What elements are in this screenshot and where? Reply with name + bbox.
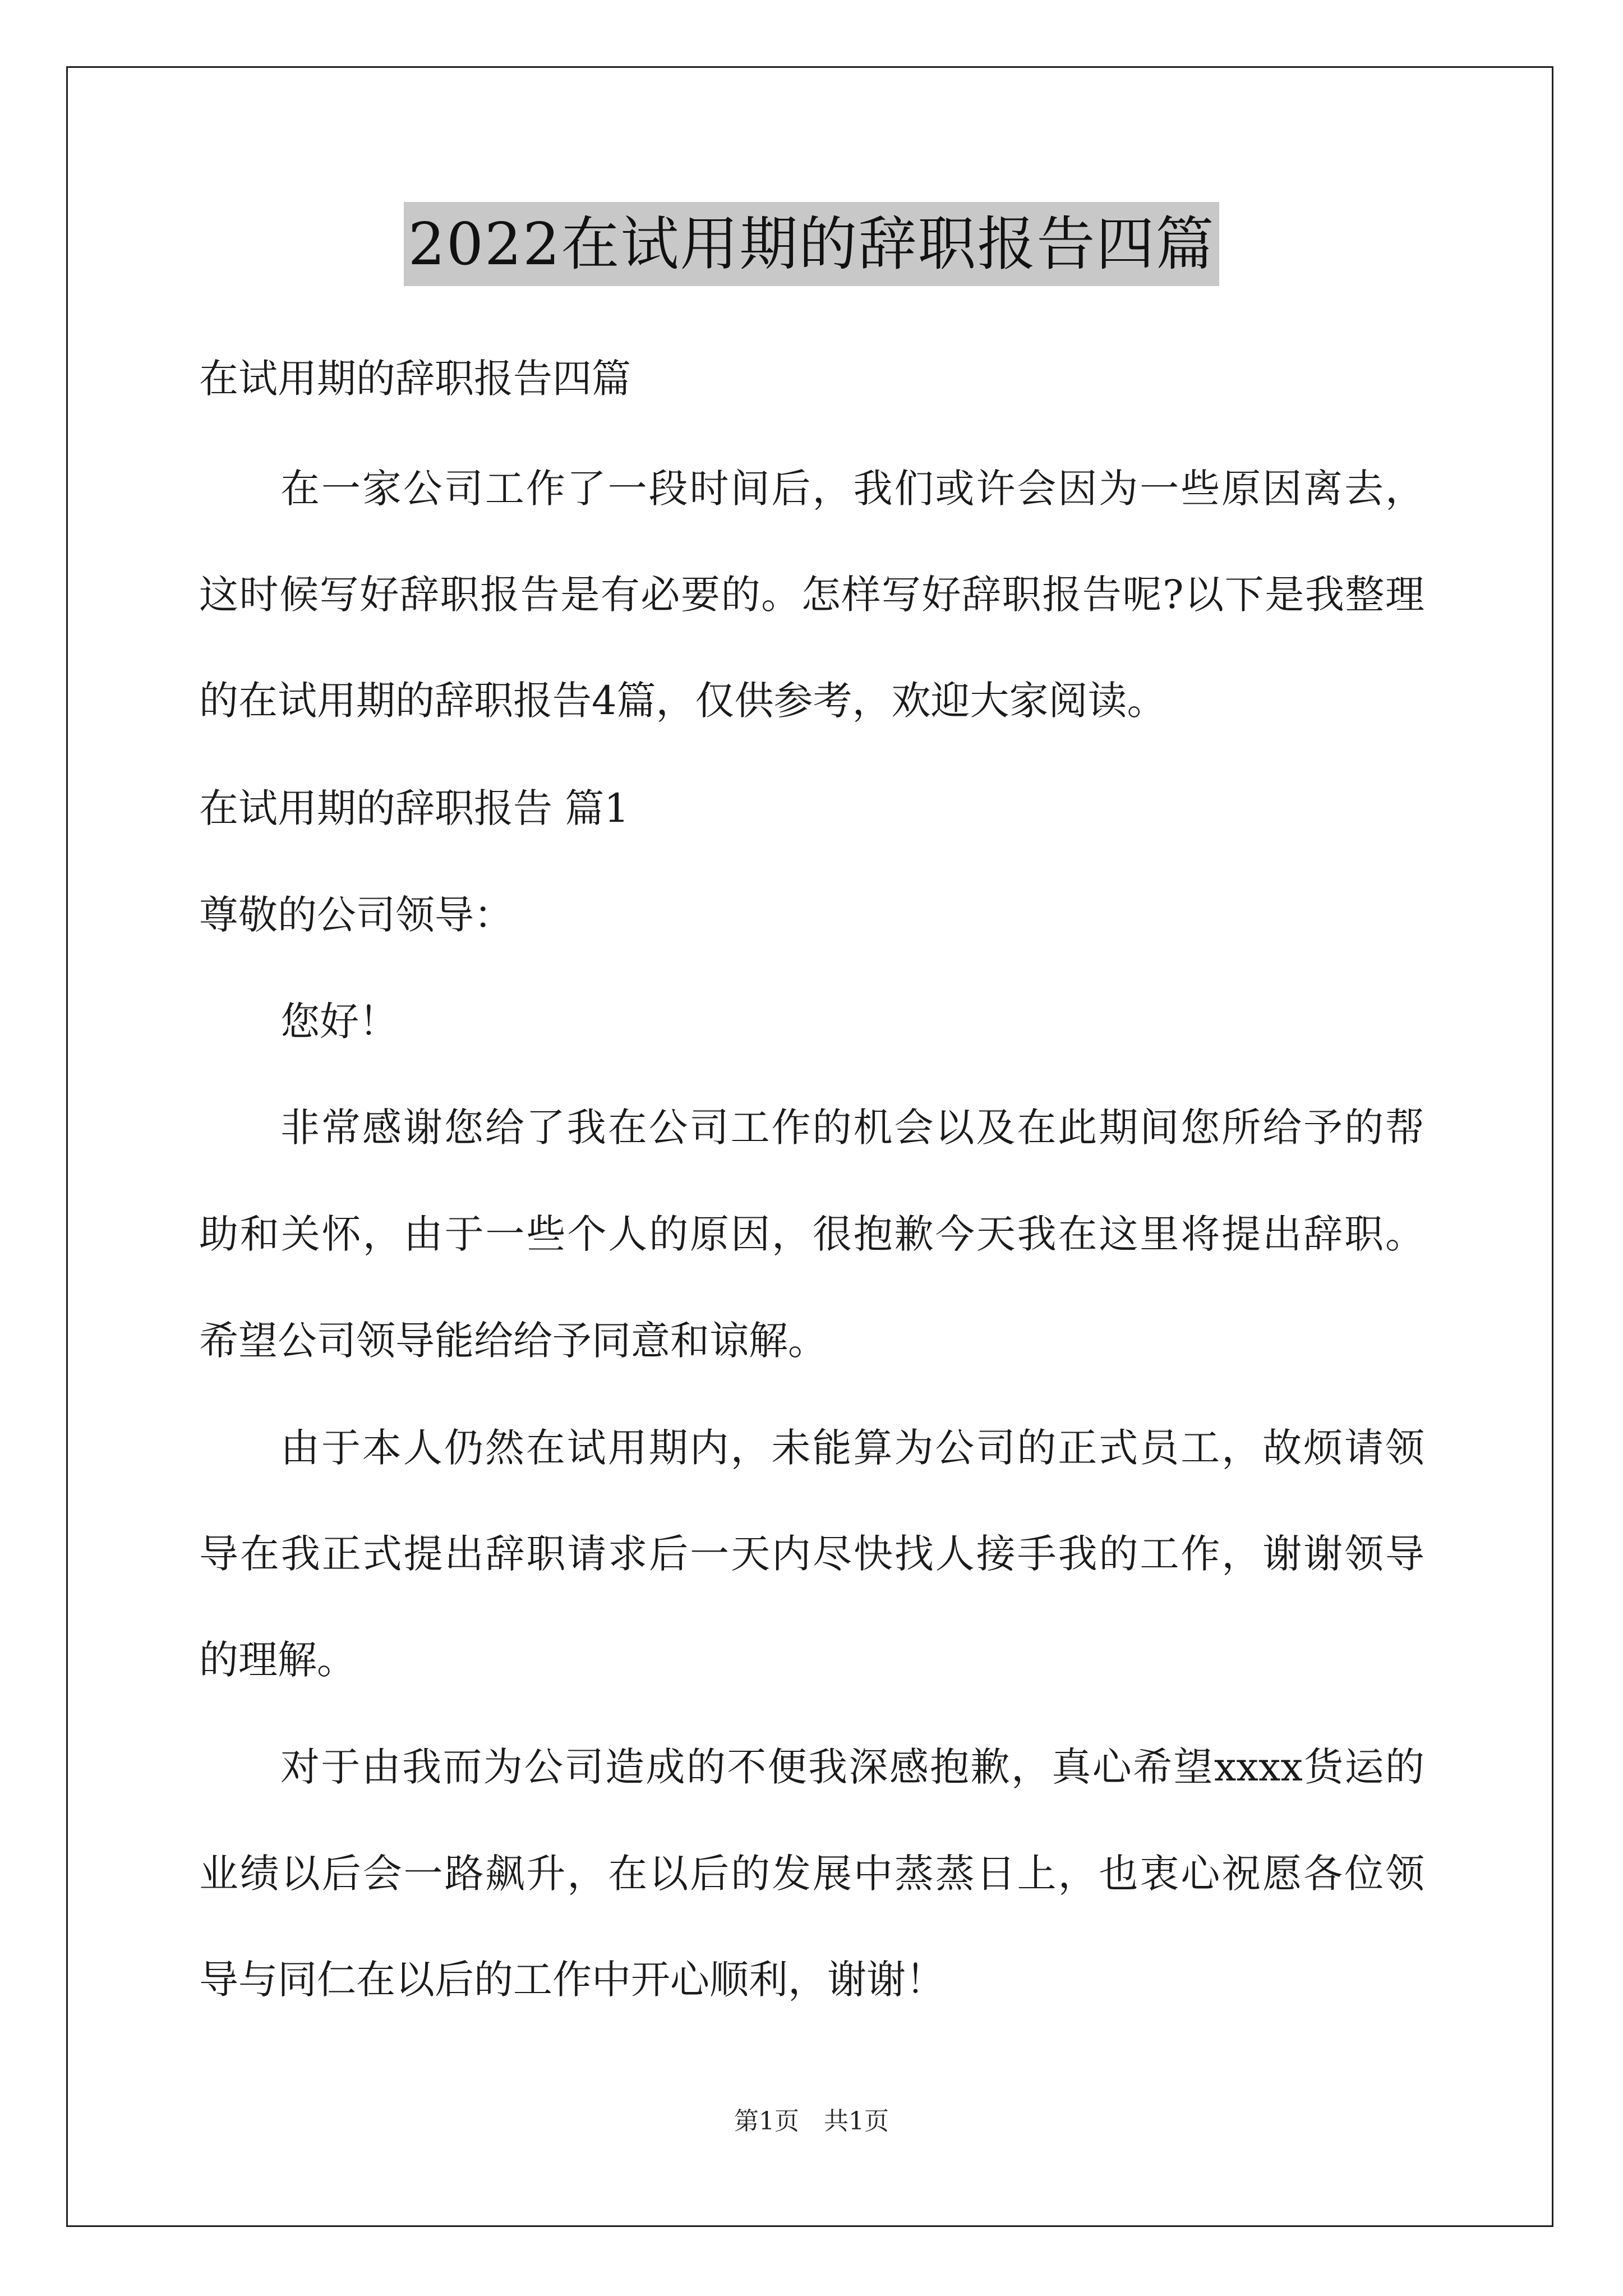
para3-line-2: 业绩以后会一路飙升，在以后的发展中蒸蒸日上，也衷心祝愿各位领 — [199, 1851, 1424, 1897]
section-heading: 在试用期的辞职报告 篇1 — [199, 785, 629, 831]
intro-line-2: 这时候写好辞职报告是有必要的。怎样写好辞职报告呢?以下是我整理 — [199, 572, 1424, 618]
para2-line-1: 由于本人仍然在试用期内，未能算为公司的正式员工，故烦请领 — [280, 1425, 1424, 1471]
intro-line-3: 的在试用期的辞职报告4篇，仅供参考，欢迎大家阅读。 — [199, 678, 1166, 724]
title-wrap — [0, 202, 1623, 286]
para2-line-3: 的理解。 — [199, 1637, 356, 1683]
para3-line-3: 导与同仁在以后的工作中开心顺利，谢谢！ — [199, 1957, 945, 2003]
page-footer — [0, 2105, 1623, 2138]
page-number: 第1页 — [734, 2107, 799, 2136]
document-subtitle: 在试用期的辞职报告四篇 — [199, 356, 631, 402]
page-total: 共1页 — [824, 2107, 889, 2136]
intro-line-1: 在一家公司工作了一段时间后，我们或许会因为一些原因离去， — [280, 466, 1424, 512]
document-title: 2022在试用期的辞职报告四篇 — [404, 202, 1220, 286]
para1-line-2: 助和关怀，由于一些个人的原因，很抱歉今天我在这里将提出辞职。 — [199, 1211, 1424, 1257]
para2-line-2: 导在我正式提出辞职请求后一天内尽快找人接手我的工作，谢谢领导 — [199, 1531, 1424, 1577]
salutation: 尊敬的公司领导： — [199, 892, 513, 938]
greeting: 您好！ — [280, 999, 398, 1045]
para1-line-1: 非常感谢您给了我在公司工作的机会以及在此期间您所给予的帮 — [280, 1105, 1424, 1151]
para3-line-1: 对于由我而为公司造成的不便我深感抱歉，真心希望xxxx货运的 — [280, 1744, 1424, 1790]
para1-line-3: 希望公司领导能给给予同意和谅解。 — [199, 1318, 827, 1364]
